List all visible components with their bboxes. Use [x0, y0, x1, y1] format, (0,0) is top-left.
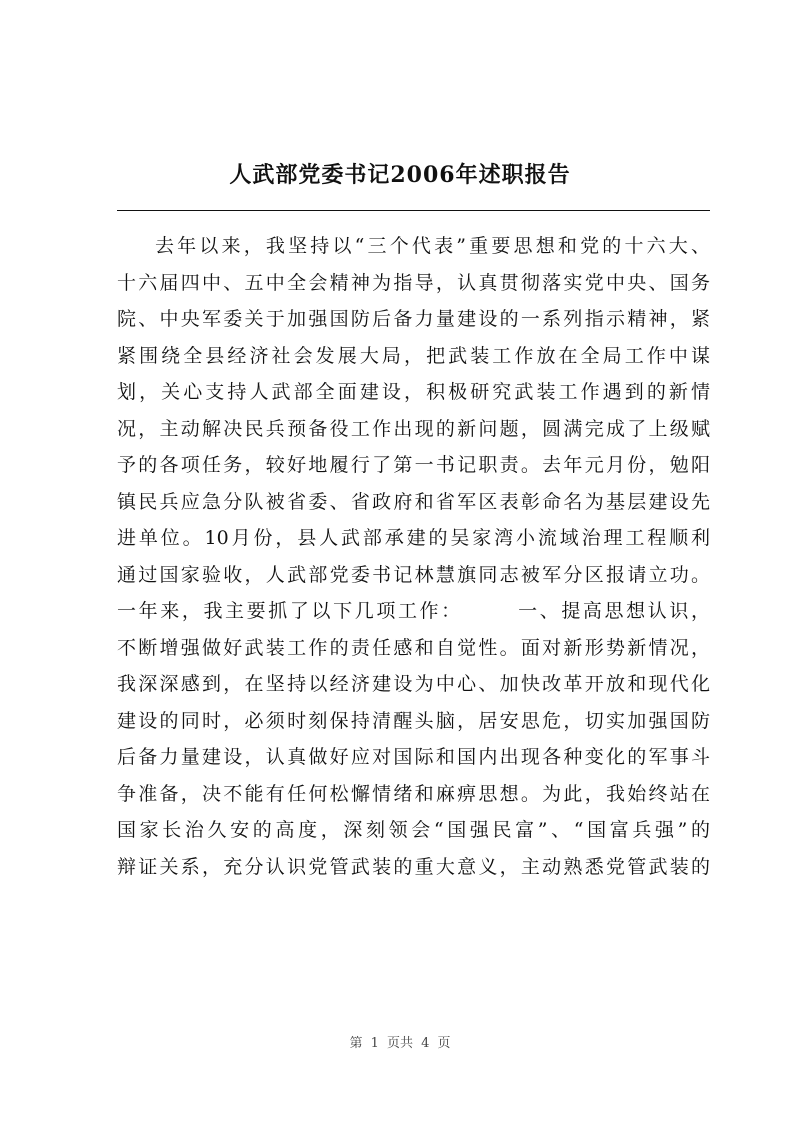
- body-line: 予的各项任务，较好地履行了第一书记职责。去年元月份，勉阳: [117, 454, 710, 476]
- body-line: 我深深感到，在坚持以经济建设为中心、加快改革开放和现代化: [117, 673, 710, 695]
- body-line: 一年来，我主要抓了以下几项工作： 一、提高思想认识，: [117, 600, 710, 622]
- body-line: 争准备，决不能有任何松懈情绪和麻痹思想。为此，我始终站在: [117, 782, 710, 805]
- body-line: 国家长治久安的高度，深刻领会“国强民富”、“国富兵强”的: [117, 819, 710, 841]
- body-line: 辩证关系，充分认识党管武装的重大意义，主动熟悉党管武装的: [117, 855, 710, 878]
- body-line: 紧围绕全县经济社会发展大局，把武装工作放在全局工作中谋: [117, 344, 710, 367]
- body-line: 划，关心支持人武部全面建设，积极研究武装工作遇到的新情: [117, 381, 710, 403]
- document-title: 人武部党委书记2006年述职报告: [229, 162, 571, 188]
- body-line: 院、中央军委关于加强国防后备力量建设的一系列指示精神，紧: [117, 308, 710, 330]
- body-line: 后备力量建设，认真做好应对国际和国内出现各种变化的军事斗: [117, 746, 710, 768]
- body-line: 不断增强做好武装工作的责任感和自觉性。面对新形势新情况，: [117, 636, 710, 659]
- body-line: 十六届四中、五中全会精神为指导，认真贯彻落实党中央、国务: [117, 271, 710, 294]
- body-line: 通过国家验收，人武部党委书记林慧旗同志被军分区报请立功。: [117, 563, 710, 586]
- body-line: 况，主动解决民兵预备役工作出现的新问题，圆满完成了上级赋: [117, 417, 710, 440]
- page-footer: 第 1 页共 4 页: [349, 1036, 451, 1051]
- document-body: [117, 228, 710, 885]
- body-line: 建设的同时，必须时刻保持清醒头脑，居安思危，切实加强国防: [117, 709, 710, 732]
- body-line: 去年以来，我坚持以“三个代表”重要思想和党的十六大、: [155, 235, 710, 257]
- body-line: 镇民兵应急分队被省委、省政府和省军区表彰命名为基层建设先: [117, 490, 710, 513]
- title-underline: [117, 210, 710, 211]
- body-line: 进单位。10月份，县人武部承建的吴家湾小流域治理工程顺利: [117, 527, 710, 549]
